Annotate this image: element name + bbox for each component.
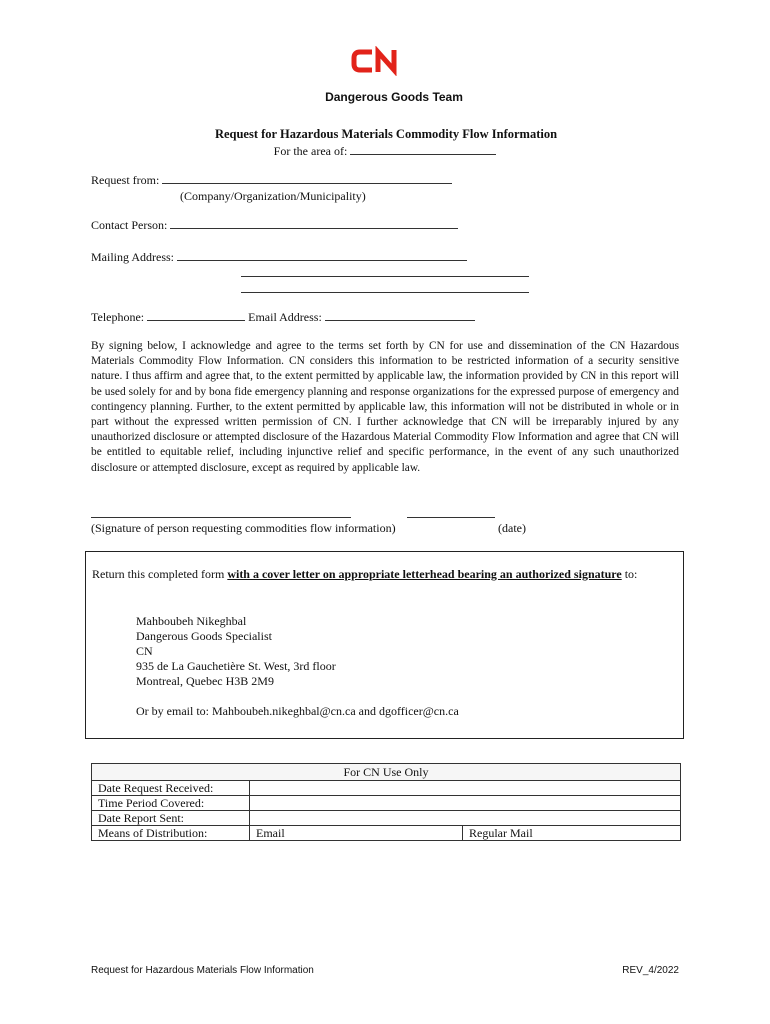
email-address-input-line[interactable]	[325, 310, 475, 321]
telephone-label: Telephone:	[91, 310, 145, 324]
date-line[interactable]	[407, 517, 495, 518]
signature-label: (Signature of person requesting commodities flow information)	[91, 521, 396, 535]
date-label: (date)	[498, 521, 526, 535]
mailing-address-block	[136, 614, 336, 689]
contact-person-input-line[interactable]	[170, 218, 458, 229]
footer-title: Request for Hazardous Materials Flow Information	[91, 965, 314, 976]
request-from-field	[91, 173, 452, 188]
mailing-address-input-line-1[interactable]	[177, 250, 467, 261]
contact-person-label: Contact Person:	[91, 218, 168, 232]
mailing-address-label: Mailing Address:	[91, 250, 174, 264]
table-row	[92, 781, 681, 796]
signature-line[interactable]	[91, 517, 351, 518]
request-from-input-line[interactable]	[162, 173, 452, 184]
acknowledgement-paragraph: By signing below, I acknowledge and agree to the terms set forth by CN for use and dissemination of the CN Hazardous Materials Commodity Flow Information. CN considers this information to be restricted information of a security sensitive nature. I thus affirm and agree that, to the extent permitted by applicable law, the information provided by CN in this report will be used solely for and by bona fide emergency planning and response organizations for the expressed purpose of emergency and contingency planning. Further, to the extent permitted by applicable law, this information will not be distributed in whole or in part without the expressed written permission of CN. I further acknowledge that CN will be irreparably injured by any unauthorized disclosure or attempted disclosure of the Hazardous Material Commodity Flow Information and agree that CN will be entitled to equitable relief, including injunctive relief and specific performance, in the event of any such unauthorized disclosure or attempted disclosure, except as required by applicable law.	[91, 340, 679, 474]
address-line: Montreal, Quebec H3B 2M9	[136, 674, 274, 688]
mailing-address-field	[91, 250, 467, 265]
row-label: Date Request Received:	[92, 781, 250, 796]
return-intro: Return this completed form	[92, 567, 228, 581]
table-row	[92, 811, 681, 826]
email-instructions: Or by email to: Mahboubeh.nikeghbal@cn.ca and dgofficer@cn.ca	[136, 704, 459, 718]
return-emphasis: with a cover letter on appropriate letterhead bearing an authorized signature	[227, 567, 622, 581]
mailing-address-input-line-3[interactable]	[241, 292, 529, 293]
return-suffix: to:	[621, 567, 638, 581]
return-instructions	[92, 567, 679, 582]
form-title: Request for Hazardous Materials Commodity Flow Information	[214, 127, 558, 141]
address-line: Dangerous Goods Specialist	[136, 629, 272, 643]
table-row	[92, 826, 681, 841]
request-from-sublabel: (Company/Organization/Municipality)	[180, 189, 366, 203]
row-label: Means of Distribution:	[92, 826, 250, 841]
address-line: Mahboubeh Nikeghbal	[136, 614, 247, 628]
return-instructions-box	[85, 551, 684, 739]
contact-person-field	[91, 218, 458, 233]
row-label: Date Report Sent:	[92, 811, 250, 826]
address-line: CN	[136, 644, 153, 658]
team-name: Dangerous Goods Team	[325, 90, 463, 104]
area-field	[0, 144, 770, 159]
cn-use-table	[91, 763, 681, 841]
footer-revision: REV_4/2022	[622, 965, 679, 976]
area-input-line[interactable]	[350, 144, 496, 155]
date-sent-cell[interactable]	[250, 811, 681, 826]
contact-info-row	[91, 310, 475, 325]
email-address-label: Email Address:	[248, 310, 322, 324]
row-label: Time Period Covered:	[92, 796, 250, 811]
time-period-cell[interactable]	[250, 796, 681, 811]
distribution-email-option[interactable]: Email	[250, 826, 463, 841]
telephone-input-line[interactable]	[147, 310, 245, 321]
date-received-cell[interactable]	[250, 781, 681, 796]
distribution-mail-option[interactable]: Regular Mail	[463, 826, 681, 841]
address-line: 935 de La Gauchetière St. West, 3rd floor	[136, 659, 336, 673]
table-row	[92, 796, 681, 811]
area-label: For the area of:	[273, 144, 348, 158]
cn-use-header: For CN Use Only	[92, 764, 681, 781]
cn-logo	[350, 46, 420, 76]
mailing-address-input-line-2[interactable]	[241, 276, 529, 277]
request-from-label: Request from:	[91, 173, 160, 187]
